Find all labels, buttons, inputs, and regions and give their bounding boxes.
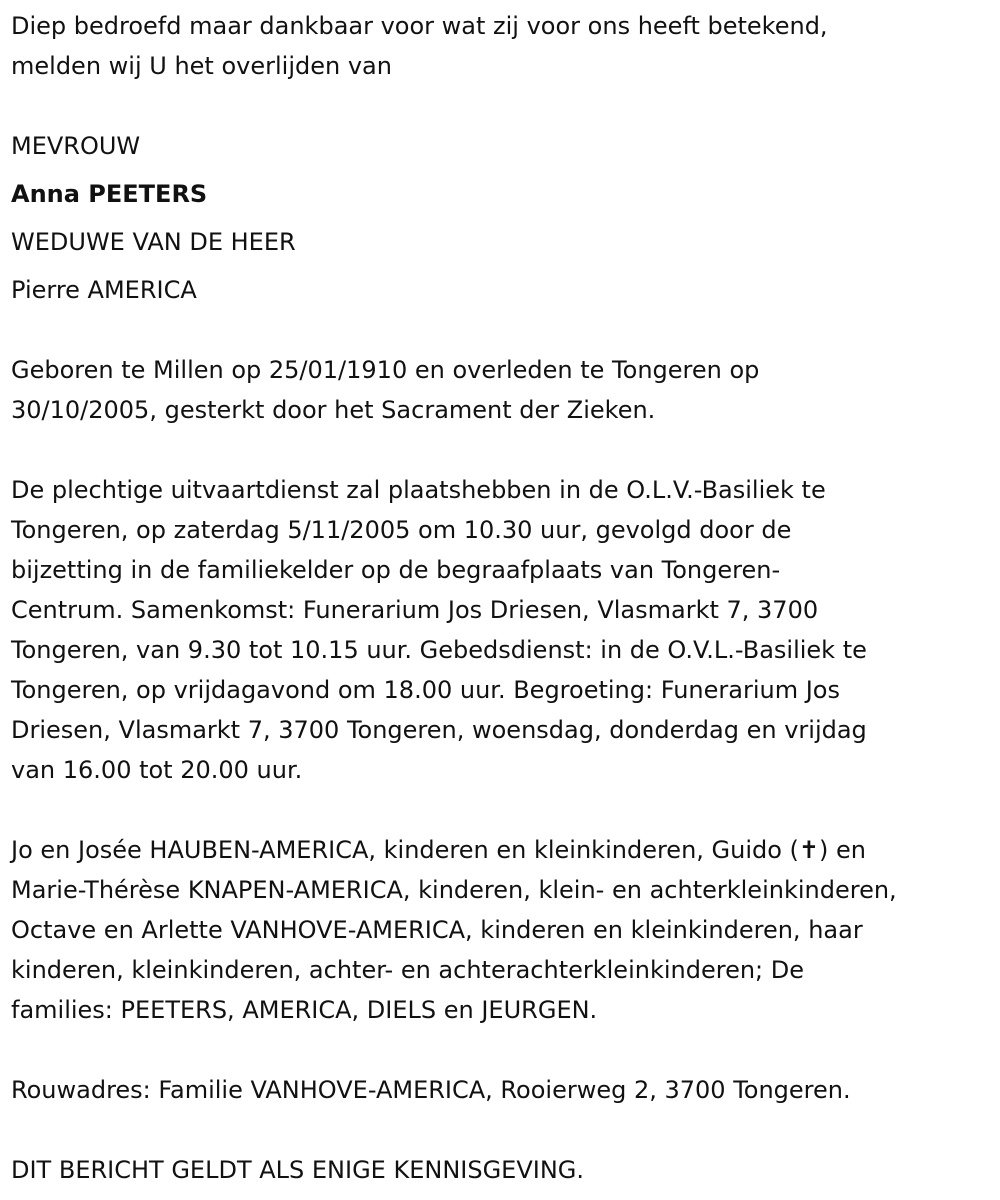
closing-statement: DIT BERICHT GELDT ALS ENIGE KENNISGEVING. bbox=[11, 1156, 585, 1184]
funeral-line: Tongeren, op vrijdagavond om 18.00 uur. Begroeting: Funerarium Jos bbox=[11, 676, 840, 704]
family-line: Octave en Arlette VANHOVE-AMERICA, kinderen en kleinkinderen, haar bbox=[11, 916, 863, 944]
mourning-address: Rouwadres: Familie VANHOVE-AMERICA, Rooierweg 2, 3700 Tongeren. bbox=[11, 1076, 851, 1104]
birth-death-line: Geboren te Millen op 25/01/1910 en overleden te Tongeren op bbox=[11, 356, 760, 384]
deceased-name: Anna PEETERS bbox=[11, 180, 208, 208]
family-line: Marie-Thérèse KNAPEN-AMERICA, kinderen, klein- en achterkleinkinderen, bbox=[11, 876, 897, 904]
funeral-line: Driesen, Vlasmarkt 7, 3700 Tongeren, woensdag, donderdag en vrijdag bbox=[11, 716, 867, 744]
funeral-line: bijzetting in de familiekelder op de begraafplaats van Tongeren- bbox=[11, 556, 781, 584]
family-line: families: PEETERS, AMERICA, DIELS en JEURGEN. bbox=[11, 996, 598, 1024]
deceased-relation: WEDUWE VAN DE HEER bbox=[11, 228, 296, 256]
funeral-line: Centrum. Samenkomst: Funerarium Jos Driesen, Vlasmarkt 7, 3700 bbox=[11, 596, 819, 624]
intro-line: Diep bedroefd maar dankbaar voor wat zij voor ons heeft betekend, bbox=[11, 12, 828, 40]
family-line: Jo en Josée HAUBEN-AMERICA, kinderen en kleinkinderen, Guido (✝) en bbox=[11, 836, 866, 864]
deceased-spouse: Pierre AMERICA bbox=[11, 276, 197, 304]
family-line: kinderen, kleinkinderen, achter- en achterachterkleinkinderen; De bbox=[11, 956, 805, 984]
birth-death-line: 30/10/2005, gesterkt door het Sacrament der Zieken. bbox=[11, 396, 656, 424]
funeral-line: Tongeren, van 9.30 tot 10.15 uur. Gebedsdienst: in de O.V.L.-Basiliek te bbox=[11, 636, 867, 664]
funeral-line: De plechtige uitvaartdienst zal plaatshebben in de O.L.V.-Basiliek te bbox=[11, 476, 826, 504]
funeral-line: Tongeren, op zaterdag 5/11/2005 om 10.30 uur, gevolgd door de bbox=[11, 516, 792, 544]
deceased-title: MEVROUW bbox=[11, 132, 141, 160]
intro-line: melden wij U het overlijden van bbox=[11, 52, 392, 80]
funeral-line: van 16.00 tot 20.00 uur. bbox=[11, 756, 303, 784]
